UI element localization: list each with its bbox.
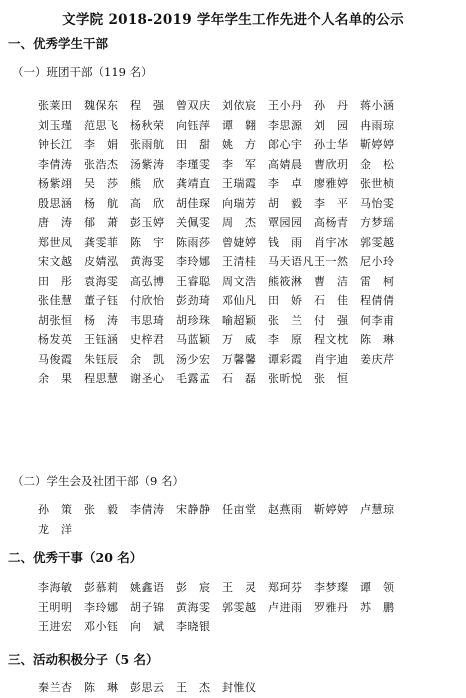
person-name: 王 灵 bbox=[222, 581, 257, 594]
person-name: 汤紫涛 bbox=[130, 157, 165, 171]
name-list-outstanding-staff bbox=[38, 576, 406, 635]
name-row bbox=[38, 289, 406, 309]
person-name: 毛露孟 bbox=[176, 372, 211, 385]
name-row bbox=[38, 192, 406, 212]
person-name: 石 磊 bbox=[222, 372, 257, 385]
person-name: 刘 园 bbox=[314, 118, 349, 132]
person-name: 龚靖直 bbox=[176, 177, 211, 190]
person-name: 余 果 bbox=[38, 372, 73, 385]
person-name: 周 杰 bbox=[222, 216, 257, 229]
person-name: 李玲娜 bbox=[84, 600, 119, 614]
name-row bbox=[38, 676, 268, 696]
person-name: 陈 琳 bbox=[360, 333, 395, 346]
person-name: 杨 航 bbox=[84, 196, 119, 210]
person-name: 孙士华 bbox=[314, 138, 349, 151]
person-name: 范思飞 bbox=[84, 118, 119, 132]
person-name: 蒋小涵 bbox=[360, 99, 395, 112]
person-name: 赵燕雨 bbox=[268, 503, 303, 516]
person-name: 谭 翱 bbox=[222, 118, 257, 132]
person-name: 李海敏 bbox=[38, 581, 73, 594]
person-name: 钱 雨 bbox=[268, 235, 303, 249]
person-name: 付欣怡 bbox=[130, 294, 165, 307]
person-name: 付 强 bbox=[314, 313, 349, 327]
person-name: 胡 毅 bbox=[268, 196, 303, 210]
person-name: 袁海雯 bbox=[84, 274, 119, 288]
person-name: 张浩杰 bbox=[84, 157, 119, 171]
person-name: 胡张恒 bbox=[38, 313, 73, 327]
person-name: 苏 鹏 bbox=[360, 600, 395, 614]
person-name: 高杨青 bbox=[314, 216, 349, 229]
person-name: 钟长江 bbox=[38, 138, 73, 151]
person-name: 张莱田 bbox=[38, 99, 73, 112]
person-name: 程 强 bbox=[130, 99, 165, 112]
person-name: 肖宇冰 bbox=[314, 235, 349, 249]
person-name: 龚雯菲 bbox=[84, 235, 119, 249]
person-name: 陈 宇 bbox=[130, 235, 165, 249]
person-name: 李晓银 bbox=[176, 620, 211, 633]
person-name: 熊筱淋 bbox=[268, 274, 303, 288]
person-name: 郭雯越 bbox=[222, 600, 257, 614]
person-name: 余 凯 bbox=[130, 352, 165, 366]
person-name: 曾婕婷 bbox=[222, 235, 257, 249]
person-name: 任亩堂 bbox=[222, 503, 257, 516]
name-list-union-cadres bbox=[38, 498, 406, 537]
person-name: 高婧晨 bbox=[268, 157, 303, 171]
name-row bbox=[38, 615, 406, 635]
person-name: 张佳慧 bbox=[38, 294, 73, 307]
person-name: 向瑞芳 bbox=[222, 196, 257, 210]
person-name: 郑世凤 bbox=[38, 235, 73, 249]
person-name: 田 彤 bbox=[38, 274, 73, 288]
name-row bbox=[38, 172, 406, 192]
name-row bbox=[38, 576, 406, 596]
name-row bbox=[38, 309, 406, 329]
name-list-activists bbox=[38, 676, 268, 696]
person-name: 廖雅婷 bbox=[314, 177, 349, 190]
person-name: 彭慕莉 bbox=[84, 581, 119, 594]
person-name: 李 平 bbox=[314, 196, 349, 210]
person-name: 马俊霞 bbox=[38, 352, 73, 366]
person-name: 韦思琦 bbox=[130, 313, 165, 327]
name-row bbox=[38, 231, 406, 251]
person-name: 向钰萍 bbox=[176, 118, 211, 132]
person-name: 谭 领 bbox=[360, 581, 395, 594]
person-name: 王睿聪 bbox=[176, 274, 211, 288]
name-list-class-cadres bbox=[38, 94, 406, 387]
person-name: 王 杰 bbox=[176, 681, 211, 694]
person-name: 万馨馨 bbox=[222, 352, 257, 366]
subsection-heading-union-cadres: （二）学生会及社团干部（9 名） bbox=[12, 474, 184, 488]
person-name: 张 毅 bbox=[84, 503, 119, 516]
person-name: 尼小玲 bbox=[360, 255, 395, 268]
person-name: 马蓝颖 bbox=[176, 333, 211, 346]
person-name: 熊 欣 bbox=[130, 177, 165, 190]
person-name: 陈 琳 bbox=[84, 681, 119, 694]
person-name: 胡子锦 bbox=[130, 600, 165, 614]
person-name: 罗雅丹 bbox=[314, 600, 349, 614]
person-name: 李倩涛 bbox=[130, 503, 165, 516]
person-name: 冉雨琼 bbox=[360, 118, 395, 132]
person-name: 邓小钰 bbox=[84, 620, 119, 633]
subsection-heading-class-cadres: （一）班团干部（119 名） bbox=[12, 65, 153, 79]
name-row bbox=[38, 270, 406, 290]
person-name: 曾双庆 bbox=[176, 99, 211, 112]
person-name: 姚 方 bbox=[222, 138, 257, 151]
person-name: 李玲娜 bbox=[176, 255, 211, 268]
person-name: 王瑞霞 bbox=[222, 177, 257, 190]
person-name: 黄海雯 bbox=[130, 255, 165, 268]
person-name: 高弘博 bbox=[130, 274, 165, 288]
person-name: 李思源 bbox=[268, 118, 303, 132]
person-name: 石 佳 bbox=[314, 294, 349, 307]
person-name: 万 威 bbox=[222, 333, 257, 346]
name-row bbox=[38, 348, 406, 368]
person-name: 程文枕 bbox=[314, 333, 349, 346]
person-name: 方梦瑶 bbox=[360, 216, 395, 229]
section-heading-activists: 三、活动积极分子（5 名） bbox=[8, 652, 159, 667]
person-name: 杨秋荣 bbox=[130, 118, 165, 132]
person-name: 覃园园 bbox=[268, 216, 303, 229]
person-name: 张世桢 bbox=[360, 177, 395, 190]
person-name: 王进宏 bbox=[38, 620, 73, 633]
person-name: 王清桂 bbox=[222, 255, 257, 268]
person-name: 田 甜 bbox=[176, 138, 211, 151]
person-name: 马天语凡 bbox=[268, 255, 314, 268]
person-name: 马怡雯 bbox=[360, 196, 395, 210]
person-name: 王明明 bbox=[38, 600, 73, 614]
person-name: 张昕悦 bbox=[268, 372, 303, 385]
person-name: 刘玉瑾 bbox=[38, 118, 73, 132]
person-name: 雷 柯 bbox=[360, 274, 395, 288]
person-name: 卢慧琼 bbox=[360, 503, 395, 516]
person-name: 李 军 bbox=[222, 157, 257, 171]
person-name: 李倩涛 bbox=[38, 157, 73, 171]
person-name: 杨发英 bbox=[38, 333, 73, 346]
person-name: 胡珍珠 bbox=[176, 313, 211, 327]
person-name: 曹 洁 bbox=[314, 274, 349, 288]
name-row bbox=[38, 211, 406, 231]
person-name: 程倩倩 bbox=[360, 294, 395, 307]
person-name: 郑珂芬 bbox=[268, 581, 303, 594]
person-name: 杨 涛 bbox=[84, 313, 119, 327]
person-name: 王小丹 bbox=[268, 99, 303, 112]
person-name: 谭彩霞 bbox=[268, 352, 303, 366]
name-row bbox=[38, 596, 406, 616]
name-row bbox=[38, 114, 406, 134]
name-row bbox=[38, 367, 406, 387]
person-name: 姜庆芹 bbox=[360, 352, 395, 366]
person-name: 陈雨莎 bbox=[176, 235, 211, 249]
person-name: 殷思涵 bbox=[38, 196, 73, 210]
person-name: 李 卓 bbox=[268, 177, 303, 190]
person-name: 谢圣心 bbox=[130, 372, 165, 385]
person-name: 向 斌 bbox=[130, 620, 165, 633]
person-name: 封惟仪 bbox=[222, 681, 257, 694]
name-row bbox=[38, 250, 406, 270]
person-name: 靳婷婷 bbox=[314, 503, 349, 516]
person-name: 王一然 bbox=[314, 255, 349, 268]
name-row bbox=[38, 153, 406, 173]
person-name: 曹欣玥 bbox=[314, 157, 349, 171]
person-name: 何李甫 bbox=[360, 313, 395, 327]
name-row bbox=[38, 498, 406, 518]
person-name: 张 兰 bbox=[268, 313, 303, 327]
person-name: 张 恒 bbox=[314, 372, 349, 385]
document-title: 文学院 2018-2019 学年学生工作先进个人名单的公示 bbox=[62, 12, 404, 28]
person-name: 张雨航 bbox=[130, 138, 165, 151]
person-name: 金 松 bbox=[360, 157, 395, 171]
person-name: 李 原 bbox=[268, 333, 303, 346]
person-name: 皮婧泓 bbox=[84, 255, 119, 268]
person-name: 刘依宸 bbox=[222, 99, 257, 112]
person-name: 喻超颖 bbox=[222, 313, 257, 327]
person-name: 肖宇迪 bbox=[314, 352, 349, 366]
name-row bbox=[38, 94, 406, 114]
person-name: 杨紫翊 bbox=[38, 177, 73, 190]
person-name: 宋文越 bbox=[38, 255, 73, 268]
person-name: 程思慧 bbox=[84, 372, 119, 385]
person-name: 靳婷婷 bbox=[360, 138, 395, 151]
person-name: 李瑾雯 bbox=[176, 157, 211, 171]
person-name: 关佩雯 bbox=[176, 216, 211, 229]
name-row bbox=[38, 518, 406, 538]
person-name: 彭玉婷 bbox=[130, 216, 165, 229]
person-name: 黄海雯 bbox=[176, 600, 211, 614]
person-name: 姚鑫语 bbox=[130, 581, 165, 594]
person-name: 龙 洋 bbox=[38, 522, 73, 536]
person-name: 胡佳琛 bbox=[176, 196, 211, 210]
person-name: 汤少宏 bbox=[176, 352, 211, 366]
person-name: 宋静静 bbox=[176, 503, 211, 516]
person-name: 周文浩 bbox=[222, 274, 257, 288]
person-name: 邓仙凡 bbox=[222, 294, 257, 307]
person-name: 彭 宸 bbox=[176, 581, 211, 594]
person-name: 王钰涵 bbox=[84, 333, 119, 346]
person-name: 秦兰杏 bbox=[38, 681, 73, 694]
person-name: 田 娇 bbox=[268, 294, 303, 307]
person-name: 彭劲琦 bbox=[176, 294, 211, 307]
person-name: 郁 萧 bbox=[84, 216, 119, 229]
person-name: 朱钰辰 bbox=[84, 352, 119, 366]
person-name: 李梦璨 bbox=[314, 581, 349, 594]
person-name: 彭思云 bbox=[130, 681, 165, 694]
person-name: 魏保东 bbox=[84, 99, 119, 112]
person-name: 唐 涛 bbox=[38, 216, 73, 229]
person-name: 卢进雨 bbox=[268, 600, 303, 614]
name-row bbox=[38, 133, 406, 153]
person-name: 孙 策 bbox=[38, 503, 73, 516]
person-name: 吴 莎 bbox=[84, 177, 119, 190]
person-name: 郎心宇 bbox=[268, 138, 303, 151]
section-heading-outstanding-staff: 二、优秀干事（20 名） bbox=[8, 550, 143, 565]
person-name: 孙 丹 bbox=[314, 99, 349, 112]
person-name: 李 娟 bbox=[84, 138, 119, 151]
name-row bbox=[38, 328, 406, 348]
person-name: 董子钰 bbox=[84, 294, 119, 307]
person-name: 史梓君 bbox=[130, 333, 165, 346]
section-heading-outstanding-cadres: 一、优秀学生干部 bbox=[8, 36, 109, 51]
person-name: 郭雯越 bbox=[360, 235, 395, 249]
person-name: 高 欣 bbox=[130, 196, 165, 210]
